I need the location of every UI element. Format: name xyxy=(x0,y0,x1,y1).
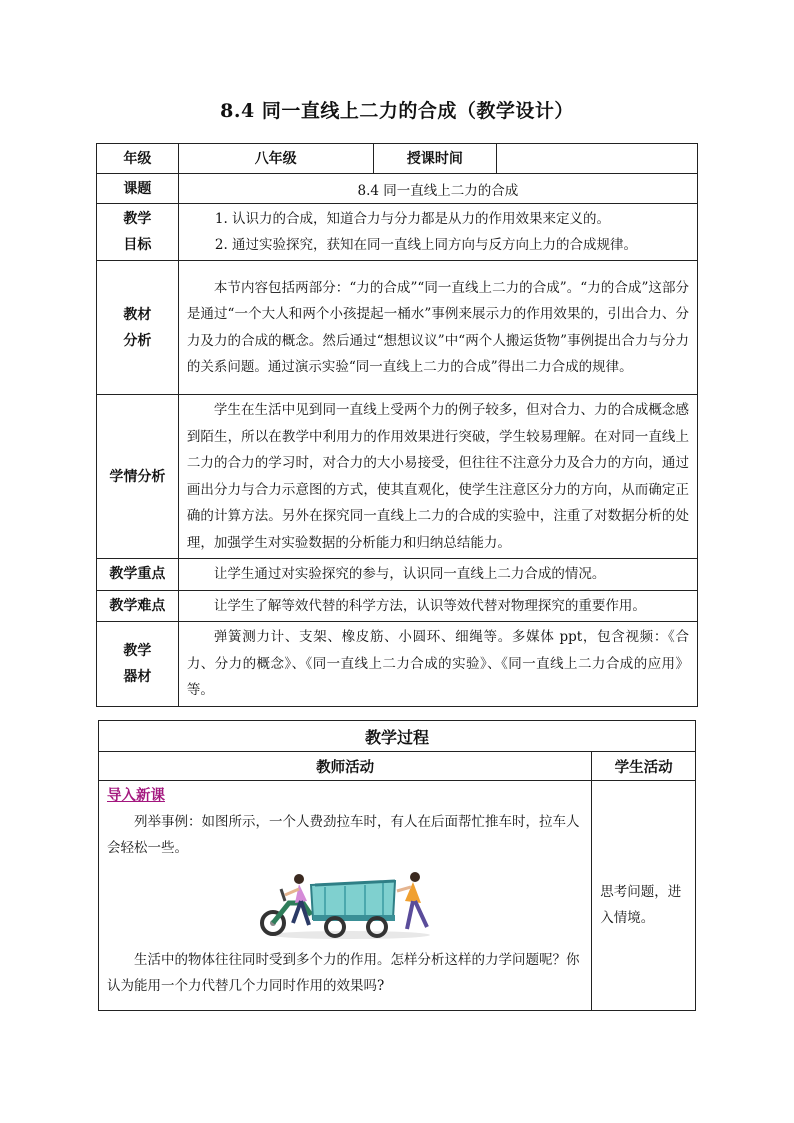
student-analysis-label: 学情分析 xyxy=(97,395,179,559)
equipment-label-line2: 器材 xyxy=(123,668,152,685)
equipment-label-line1: 教学 xyxy=(123,642,152,659)
example-paragraph: 列举事例：如图所示，一个人费劲拉车时，有人在后面帮忙推车时，拉车人会轻松一些。 xyxy=(107,814,580,856)
teaching-process-table xyxy=(98,720,696,1011)
key-point-label: 教学重点 xyxy=(97,559,179,591)
cart-push-pull-illustration xyxy=(255,865,445,943)
key-point-text: 让学生通过对实验探究的参与，认识同一直线上二力合成的情况。 xyxy=(178,559,697,591)
lesson-info-table xyxy=(96,143,698,707)
intro-title: 导入新课 xyxy=(107,787,165,804)
difficulty-label: 教学难点 xyxy=(97,590,179,622)
goal-item: 2. 通过实验探究，获知在同一直线上同方向与反方向上力的合成规律。 xyxy=(214,237,638,253)
difficulty-text: 让学生了解等效代替的科学方法，认识等效代替对物理探究的重要作用。 xyxy=(178,590,697,622)
goals-list xyxy=(178,204,697,261)
process-heading: 教学过程 xyxy=(99,721,696,752)
time-value xyxy=(497,144,698,174)
material-label xyxy=(97,261,179,395)
grade-value: 八年级 xyxy=(178,144,373,174)
equipment-label xyxy=(97,622,179,707)
goal-item: 1. 认识力的合成，知道合力与分力都是从力的作用效果来定义的。 xyxy=(214,211,611,227)
teacher-activity-header: 教师活动 xyxy=(99,752,592,781)
teacher-activity-cell xyxy=(99,781,592,1011)
time-label: 授课时间 xyxy=(373,144,497,174)
student-activity-cell: 思考问题，进入情境。 xyxy=(592,781,696,1011)
material-analysis-text: 本节内容包括两部分：“力的合成”“同一直线上二力的合成”。“力的合成”这部分是通过“一个大人和两个小孩提起一桶水”事例来展示力的作用效果的，引出合力、分力及力的合成的概念。然后通过“想想议议”中“两个人搬运货物”事例提出合力与分力的关系问题。通过演示实验“同一直线上二力的合成”得出二力合成的规律。 xyxy=(178,261,697,395)
topic-value: 8.4 同一直线上二力的合成 xyxy=(178,174,697,204)
goals-label xyxy=(97,204,179,261)
topic-label: 课题 xyxy=(97,174,179,204)
question-paragraph: 生活中的物体往往同时受到多个力的作用。怎样分析这样的力学问题呢？你认为能用一个力代替几个力同时作用的效果吗? xyxy=(107,952,580,994)
goals-label-line2: 目标 xyxy=(123,237,152,253)
equipment-text: 弹簧测力计、支架、橡皮筋、小圆环、细绳等。多媒体 ppt，包含视频：《合力、分力的概念》、《同一直线上二力合成的实验》、《同一直线上二力合成的应用》等。 xyxy=(178,622,697,707)
grade-label: 年级 xyxy=(97,144,179,174)
student-activity-header: 学生活动 xyxy=(592,752,696,781)
material-label-line2: 分析 xyxy=(123,332,152,349)
student-analysis-text: 学生在生活中见到同一直线上受两个力的例子较多，但对合力、力的合成概念感到陌生，所以在教学中利用力的作用效果进行突破，学生较易理解。在对同一直线上二力的合力的学习时，对合力的大小易接受，但往往不注意分力及合力的方向，通过画出分力与合力示意图的方式，使其直观化，使学生注意区分力的方向，从而确定正确的计算方法。另外在探究同一直线上二力的合成的实验中，注重了对数据分析的处理，加强学生对实验数据的分析能力和归纳总结能力。 xyxy=(178,395,697,559)
material-label-line1: 教材 xyxy=(123,306,152,323)
document-title: 8.4 同一直线上二力的合成（教学设计） xyxy=(220,100,574,122)
goals-label-line1: 教学 xyxy=(123,211,152,227)
